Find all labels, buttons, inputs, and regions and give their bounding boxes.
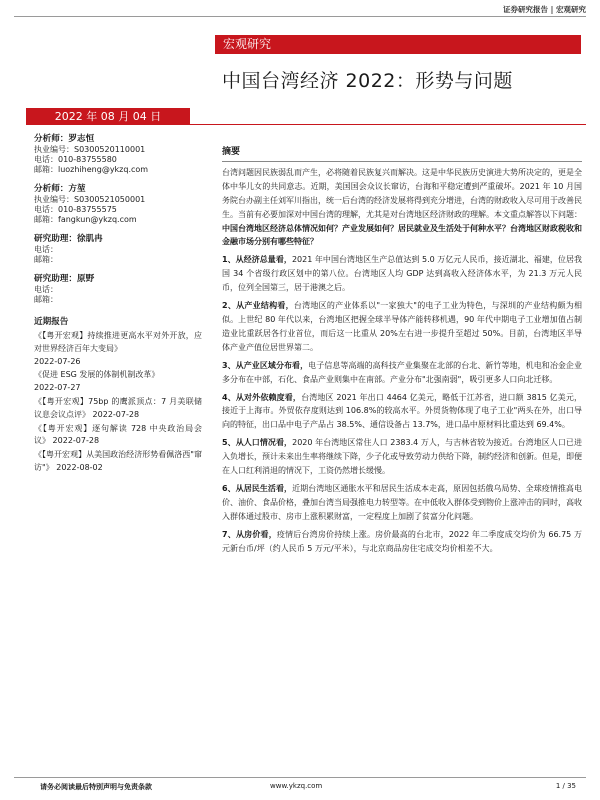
page-title: 中国台湾经济 2022：形势与问题 bbox=[222, 70, 513, 92]
analyst-card bbox=[34, 184, 202, 225]
abstract-key-questions: 中国台湾地区经济总体情况如何？产业发展如何？居民就业及生活处于何种水平？台湾地区财政税收和金融市场分别有哪些特征？ bbox=[222, 223, 582, 247]
abstract-section bbox=[222, 146, 582, 559]
abstract-rule bbox=[222, 161, 582, 162]
recent-report-date: 2022-07-28 bbox=[52, 436, 100, 446]
sidebar bbox=[34, 134, 202, 476]
header-rule bbox=[14, 16, 586, 17]
recent-report-date: 2022-08-02 bbox=[56, 462, 103, 472]
assistant-name: 研究助理：徐肌冉 bbox=[34, 234, 103, 244]
date-rule bbox=[26, 124, 586, 125]
point-label: 3、从产业区域分布看， bbox=[222, 360, 309, 370]
point-text: 2020 年台湾地区常住人口 2383.4 万人，与吉林省较为接近。台湾地区人口已进入负增长，预计未来出生率将继续下降，少子化或导致劳动力供给下降，制约经济和创新。但是，即便在人口红利消退的情况下，工资仍然增长缓慢。 bbox=[222, 438, 582, 476]
analyst-phone: 电话：010-83755580 bbox=[34, 155, 117, 164]
recent-report-item[interactable] bbox=[34, 330, 202, 368]
assistant-phone: 电话： bbox=[34, 285, 58, 294]
recent-report-item[interactable] bbox=[34, 423, 202, 449]
assistant-phone: 电话： bbox=[34, 245, 58, 254]
abstract-point bbox=[222, 436, 582, 478]
recent-report-date: 2022-07-28 bbox=[92, 409, 140, 419]
recent-report-title[interactable]: 《【粤开宏观】逐句解读 728 中央政治局会议》 bbox=[34, 423, 202, 446]
footer-website[interactable]: www.ykzq.com bbox=[270, 782, 323, 790]
abstract-point bbox=[222, 299, 582, 355]
assistant-email: 邮箱： bbox=[34, 255, 58, 264]
analyst-email[interactable]: 邮箱：fangkun@ykzq.com bbox=[34, 215, 137, 224]
abstract-intro-text: 台湾问题因民族弱乱而产生，必将随着民族复兴而解决。这是中华民族历史演进大势所决定的，更是全体中华儿女的共同意志。近期，美国国会众议长窜访，台海和平稳定遭到严重破坏。2021 年 10 月国务院台办副主任刘军川指出，统一后台湾的经济发展将得到充分增进，台湾的财政收入尽可用于改善民生。当前有必要加深对中国台湾的理解，尤其是对台湾地区经济财政的理解。本文重点解答以下问题： bbox=[222, 167, 582, 219]
abstract-point bbox=[222, 359, 582, 387]
report-type: 证券研究报告 bbox=[503, 5, 549, 14]
footer-disclaimer: 请务必阅读最后特别声明与免责条款 bbox=[40, 783, 152, 791]
recent-report-date: 2022-07-27 bbox=[34, 383, 81, 393]
point-label: 6、从居民生活看， bbox=[222, 483, 293, 493]
abstract-point bbox=[222, 528, 582, 556]
point-text: 电子信息等高端的高科技产业集聚在北部的台北、新竹等地，机电和冶金企业多分布在中部，石化、食品产业则集中在南部。产业分布"北强南弱"，吸引更多人口向北迁移。 bbox=[222, 360, 582, 384]
assistant-card bbox=[34, 274, 202, 305]
point-label: 5、从人口情况看， bbox=[222, 438, 293, 448]
report-header bbox=[503, 4, 586, 15]
abstract-point bbox=[222, 482, 582, 524]
point-label: 1、从经济总量看， bbox=[222, 255, 292, 265]
recent-report-date: 2022-07-26 bbox=[34, 356, 81, 366]
analyst-cert: 执业编号：S0300520110001 bbox=[34, 145, 146, 154]
recent-report-item[interactable] bbox=[34, 369, 202, 395]
point-text: 近期台湾地区通胀水平和居民生活成本走高，原因包括俄乌局势、全球疫情推高电价、油价、食品价格，叠加台湾当局强推电力转型等。在中低收入群体受到物价上涨冲击的同时，高收入群体通过股市、房市上涨积累财富，一定程度上加剧了贫富分化问题。 bbox=[222, 483, 582, 521]
point-label: 4、从对外依赖度看， bbox=[222, 392, 302, 402]
recent-report-title[interactable]: 《【粤开宏观】持续推进更高水平对外开放，应对世界经济百年大变局》 bbox=[34, 331, 202, 353]
page-number: 1 / 35 bbox=[555, 782, 576, 790]
abstract-point bbox=[222, 391, 582, 433]
point-text: 2021 年中国台湾地区生产总值达到 5.0 万亿元人民币，接近湖北、福建，位居我国 34 个省级行政区划中的第八位。台湾地区人均 GDP 达到高收入经济体水平，为 21.3 万元人民币，位列全国第三，居于港澳之后。 bbox=[222, 255, 582, 293]
assistant-card bbox=[34, 234, 202, 265]
point-text: 台湾地区的产业体系以"一家独大"的电子工业为特色，与深圳的产业结构颇为相似。上世纪 80 年代以来，台湾地区把握全球半导体产能转移机遇，90 年代中期电子工业增加值占制造业比重跃居各行业首位，而后这一比重从 20%左右进一步提升至超过 50%。目前，台湾地区半导体产业产值位居世界第二。 bbox=[222, 301, 582, 352]
report-date: 2022 年 08 月 04 日 bbox=[26, 108, 190, 125]
analyst-name: 分析师：罗志恒 bbox=[34, 134, 95, 144]
analyst-email[interactable]: 邮箱：luozhiheng@ykzq.com bbox=[34, 165, 149, 174]
recent-reports-title: 近期报告 bbox=[34, 317, 69, 327]
point-text: 疫情后台湾房价持续上涨。房价最高的台北市，2022 年二季度成交均价为 66.75 万元新台币/坪（约人民币 5 万元/平米），与北京商品房住宅成交均价相差不大。 bbox=[222, 529, 582, 553]
abstract-point bbox=[222, 253, 582, 295]
assistant-name: 研究助理：原野 bbox=[34, 274, 95, 284]
series-tag: 宏观研究 bbox=[215, 35, 581, 54]
analyst-phone: 电话：010-83755575 bbox=[34, 205, 117, 214]
point-label: 2、从产业结构看， bbox=[222, 301, 294, 311]
recent-report-title[interactable]: 《【粤开宏观】75bp 的鹰派顶点：7 月美联储议息会议点评》 bbox=[34, 396, 202, 419]
analyst-name: 分析师：方堃 bbox=[34, 184, 86, 194]
abstract-intro bbox=[222, 166, 582, 249]
assistant-email: 邮箱： bbox=[34, 295, 58, 304]
point-text: 台湾地区 2021 年出口 4464 亿美元，略低于江苏省，进口额 3815 亿美元，接近于上海市。外贸依存度则达到 106.8%的较高水平。外贸货物体现了电子工业"两头在外，出口导向的特征，出口品中电子产品占 38.5%、通信设备占 13.7%，进口品中原材料比重达到 69.4%。 bbox=[222, 392, 582, 430]
recent-report-title[interactable]: 《【粤开宏观】从美国政治经济形势看佩洛西"窜访"》 bbox=[34, 450, 202, 472]
abstract-title: 摘要 bbox=[222, 147, 241, 157]
footer-rule bbox=[14, 777, 586, 778]
recent-report-item[interactable] bbox=[34, 396, 202, 422]
recent-report-title[interactable]: 《促进 ESG 发展的体制机制改革》 bbox=[34, 370, 160, 380]
analyst-cert: 执业编号：S0300521050001 bbox=[34, 195, 146, 204]
header-separator: | bbox=[548, 5, 556, 14]
point-label: 7、从房价看， bbox=[222, 529, 277, 539]
recent-report-item[interactable] bbox=[34, 449, 202, 475]
report-category: 宏观研究 bbox=[556, 5, 586, 14]
analyst-card bbox=[34, 134, 202, 175]
